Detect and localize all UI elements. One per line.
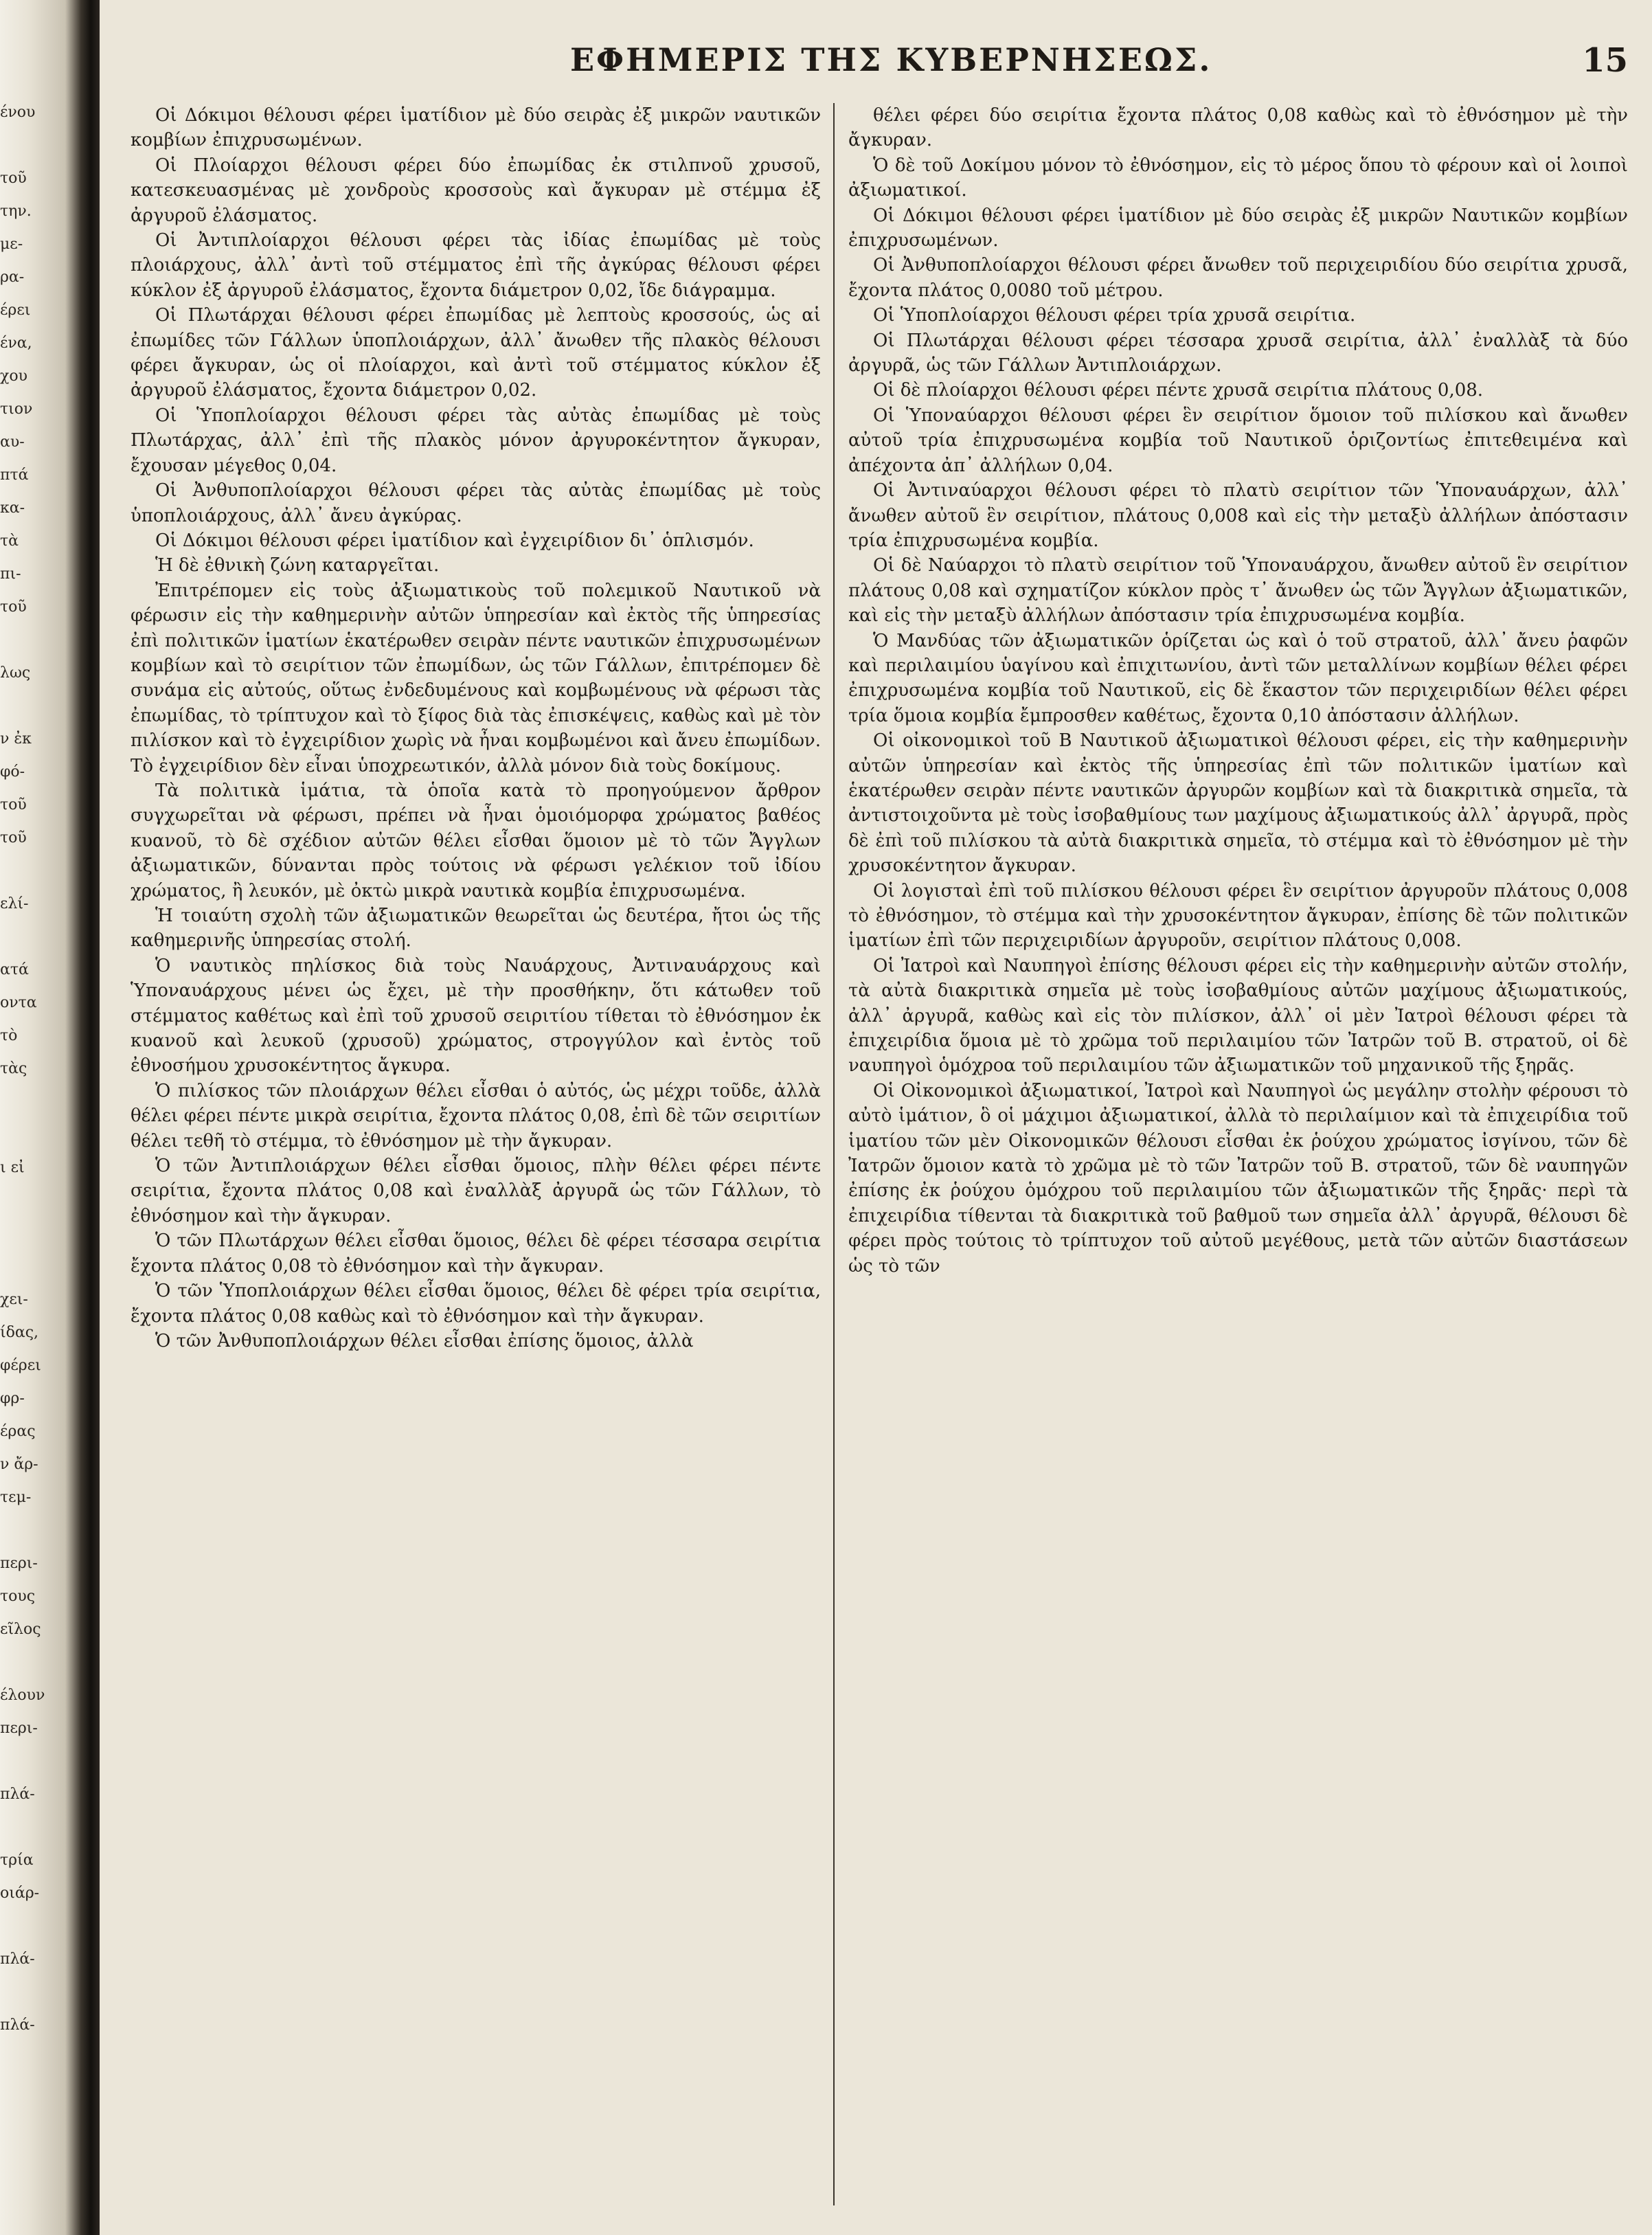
running-title: ΕΦΗΜΕΡΙΣ ΤΗΣ ΚΥΒΕΡΝΗΣΕΩΣ. bbox=[570, 41, 1212, 78]
margin-fragment bbox=[0, 1976, 62, 2009]
margin-fragment: τὸ bbox=[0, 1027, 18, 1044]
margin-fragment: έρει bbox=[0, 302, 31, 319]
margin-fragment bbox=[0, 855, 62, 888]
margin-fragment bbox=[0, 1646, 62, 1679]
paragraph: Οἱ Πλοίαρχοι θέλουσι φέρει δύο ἐπωμίδας ἐκ στιλπνοῦ χρυσοῦ, κατεσκευασμένας μὲ χονδροὺς κροσσοὺς καὶ ἄγκυραν μὲ στέμμα ἐξ ἀργυροῦ ἐλάσματος. bbox=[131, 155, 821, 226]
margin-fragment: τοῦ bbox=[0, 170, 27, 187]
paragraph: Ἐπιτρέπομεν εἰς τοὺς ἀξιωματικοὺς τοῦ πολεμικοῦ Ναυτικοῦ νὰ φέρωσιν εἰς τὴν καθημερινὴν αὐτῶν ὑπηρεσίαν καὶ ἐκτὸς τῆς ὑπηρεσίας ἐπὶ πολιτικῶν ἱματίων ἑκατέρωθεν σειρὰν πέντε ναυτικῶν ἐπιχρυσωμένων κομβίων καὶ τὸ σειρίτιον τῶν ἐπωμίδων, ὡς τῶν Γάλλων, ἐπιτρέπομεν δὲ συνάμα εἰς αὐτούς, οὕτως ἐνδεδυμένους καὶ κομβωμένους νὰ φέρωσι τὰς ἐπωμίδας, τὸ τρίπτυχον καὶ τὸ ξίφος διὰ τὰς ἐπισκέψεις, καθὼς καὶ μὲ τὸν πιλίσκον καὶ τὸ ἐγχειρίδιον χωρὶς νὰ ἦναι κομβωμένοι καὶ ἄνευ ἐπωμίδων. Τὸ ἐγχειρίδιον δὲν εἶναι ὑποχρεωτικόν, ἀλλὰ μόνον διὰ τοὺς δοκίμους. bbox=[131, 580, 821, 776]
margin-fragment: χου bbox=[0, 368, 27, 385]
paragraph: θέλει φέρει δύο σειρίτια ἔχοντα πλάτος 0,08 καθὼς καὶ τὸ ἐθνόσημον μὲ τὴν ἄγκυραν. bbox=[848, 105, 1628, 151]
margin-fragment: έλουν bbox=[0, 1687, 45, 1704]
paragraph: Οἱ Δόκιμοι θέλουσι φέρει ἱματίδιον μὲ δύο σειρὰς ἐξ μικρῶν Ναυτικῶν κομβίων ἐπιχρυσωμένων. bbox=[848, 205, 1628, 251]
margin-fragment: τιον bbox=[0, 401, 33, 418]
margin-fragment: πλά- bbox=[0, 1951, 35, 1968]
paragraph: Οἱ Ἰατροὶ καὶ Ναυπηγοὶ ἐπίσης θέλουσι φέρει εἰς τὴν καθημερινὴν αὐτῶν στολήν, τὰ αὐτὰ διακριτικὰ σημεῖα μὲ τοὺς ἰσοβαθμίους αὐτῶν μαχίμους ἀξιωματικούς, ἀλλ᾽ ἀργυρᾶ, καθὼς καὶ εἰς τὸν πιλίσκον, ἀλλ᾽ οἱ μὲν Ἰατροὶ θέλουσι φέρει τὰ ἐπιχειρίδια ὅμοια μὲ τὸ χρῶμα τοῦ περιλαιμίου τῶν Ἰατρῶν τοῦ Β. στρατοῦ, οἱ δὲ ναυπηγοὶ ὁμόχροα τοῦ περιλαιμίου τῶν ἀξιωματικῶν τοῦ μηχανικοῦ τῆς ξηρᾶς. bbox=[848, 955, 1628, 1077]
paragraph: Οἱ Ἀντιπλοίαρχοι θέλουσι φέρει τὰς ἰδίας ἐπωμίδας μὲ τοὺς πλοιάρχους, ἀλλ᾽ ἀντὶ τοῦ στέμματος ἐπὶ τῆς ἀγκύρας θέλουσι φέρει κύκλον ἐξ ἀργυροῦ ἐλάσματος, ἔχοντα διάμετρον 0,02, ἴδε διάγραμμα. bbox=[131, 230, 821, 301]
margin-fragment: έρας bbox=[0, 1423, 36, 1440]
paragraph: Οἱ Ἀνθυποπλοίαρχοι θέλουσι φέρει τὰς αὐτὰς ἐπωμίδας μὲ τοὺς ὑποπλοιάρχους, ἀλλ᾽ ἄνευ ἀγκύρας. bbox=[131, 480, 821, 526]
margin-fragment: ένα, bbox=[0, 335, 32, 352]
margin-fragment: ι εἰ bbox=[0, 1159, 25, 1176]
margin-fragment: την. bbox=[0, 203, 32, 220]
paragraph: Ὁ τῶν Ἀνθυποπλοιάρχων θέλει εἶσθαι ἐπίσης ὅμοιος, ἀλλὰ bbox=[155, 1330, 694, 1351]
previous-page-margin-text bbox=[0, 96, 62, 2199]
margin-fragment bbox=[0, 129, 62, 162]
margin-fragment: τὰ bbox=[0, 532, 19, 550]
paragraph: Οἱ Οἰκονομικοὶ ἀξιωματικοί, Ἰατροὶ καὶ Ναυπηγοὶ ὡς μεγάλην στολὴν φέρουσι τὸ αὐτὸ ἱμάτιον, ὃ οἱ μάχιμοι ἀξιωματικοί, ἀλλὰ τὸ περιλαίμιον καὶ τὰ ἐπιχειρίδια τοῦ ἱματίου τῶν μὲν Οἰκονομικῶν θέλουσι εἶσθαι ἐκ ῥούχου χρώματος ἰσγίνου, τῶν δὲ Ἰατρῶν ὅμοιον κατὰ τὸ χρῶμα μὲ τὸ τῶν Ἰατρῶν τοῦ Β. στρατοῦ, τῶν δὲ ναυπηγῶν ἐπίσης ἐκ ῥούχου ὁμόχρου τοῦ περιλαιμίου τῶν ἀξιωματικῶν τῆς ξηρᾶς· περὶ τὰ ἐπιχειρίδια τίθενται τὰ διακριτικὰ τοῦ βαθμοῦ των σημεῖα ἀλλ᾽ ἀργυρᾶ, θέλουσι δὲ φέρει πρὸς τούτοις τὸ τρίπτυχον τοῦ αὐτοῦ μεγέθους, μετὰ τῶν αὐτῶν διαστάσεων ὡς τὸ τῶν bbox=[848, 1080, 1628, 1277]
margin-fragment: ένου bbox=[0, 104, 36, 121]
margin-fragment: πι- bbox=[0, 565, 21, 583]
margin-fragment: οντα bbox=[0, 994, 37, 1011]
paragraph: Ὁ τῶν Ἀντιπλοιάρχων θέλει εἶσθαι ὅμοιος, πλὴν θέλει φέρει πέντε σειρίτια, ἔχοντα πλάτος 0,08 καὶ ἐναλλὰξ ἀργυρᾶ ὡς τῶν Γάλλων, τὸ ἐθνόσημον καὶ τὴν ἄγκυραν. bbox=[131, 1156, 821, 1226]
margin-fragment bbox=[0, 1119, 62, 1152]
margin-fragment: πλά- bbox=[0, 1786, 35, 1803]
paragraph: Οἱ οἰκονομικοὶ τοῦ Β Ναυτικοῦ ἀξιωματικοὶ θέλουσι φέρει, εἰς τὴν καθημερινὴν αὐτῶν ὑπηρεσίαν καὶ ἐκτὸς τῆς ὑπηρεσίας ἐπὶ τῶν πολιτικῶν ἱματίων καὶ ἑκατέρωθεν σειρὰν πέντε ναυτικῶν ἀργυρῶν κομβίων καὶ τὰ διακριτικὰ σημεῖα, τὰ ἀντιστοιχοῦντα μὲ τοὺς ἰσοβαθμίους των μαχίμους ἀξιωματικούς ἀλλ᾽ ἀργυρᾶ, πρὸς δὲ ἐπὶ τοῦ πιλίσκου τὰ αὐτὰ διακριτικὰ σημεῖα, τὸ στέμμα καὶ τὸ ἐθνόσημον μὲ τὴν χρυσοκέντητον ἄγκυραν. bbox=[848, 730, 1628, 877]
margin-fragment bbox=[0, 1217, 62, 1250]
column-divider bbox=[833, 103, 835, 2205]
paragraph: Οἱ Πλωτάρχαι θέλουσι φέρει ἐπωμίδας μὲ λεπτοὺς κροσσούς, ὡς αἱ ἐπωμίδες τῶν Γάλλων ὑποπλοιάρχων, ἀλλ᾽ ἄνωθεν τῆς πλακὸς θέλουσι φέρει ἄγκυραν, ὡς οἱ πλοίαρχοι, καὶ ἀντὶ τοῦ στέμματος κύκλον ἐξ ἀργυροῦ ἐλάσματος, ἔχοντα διάμετρον 0,02. bbox=[131, 305, 821, 401]
right-column bbox=[848, 103, 1628, 2205]
margin-fragment: ν ἄρ- bbox=[0, 1456, 38, 1473]
margin-fragment: φό- bbox=[0, 763, 25, 780]
margin-fragment: λως bbox=[0, 664, 31, 682]
paragraph: Ὁ ναυτικὸς πηλίσκος διὰ τοὺς Ναυάρχους, Ἀντιναυάρχους καὶ Ὑποναυάρχους μένει ὡς ἔχει, μὲ τὴν προσθήκην, ὅτι κάτωθεν τοῦ στέμματος καθέτως καὶ ἐπὶ τοῦ χρυσοῦ σειριτίου τίθεται τὸ ἐθνόσημον ἐκ κυανοῦ καὶ λευκοῦ (χρυσοῦ) χρώματος, στρογγύλον καὶ ἐντὸς τοῦ ἐθνοσήμου χρυσοκέντητος ἄγκυρα. bbox=[131, 955, 821, 1077]
margin-fragment bbox=[0, 1086, 62, 1119]
margin-fragment bbox=[0, 1745, 62, 1778]
margin-fragment: τοῦ bbox=[0, 598, 27, 616]
margin-fragment: με- bbox=[0, 236, 23, 253]
left-column bbox=[131, 103, 821, 2205]
margin-fragment: κα- bbox=[0, 499, 25, 517]
paragraph: Οἱ λογισταὶ ἐπὶ τοῦ πιλίσκου θέλουσι φέρει ἓν σειρίτιον ἀργυροῦν πλάτους 0,008 τὸ ἐθνόσημον, τὸ στέμμα καὶ τὴν χρυσοκέντητον ἄγκυραν, ἐπίσης δὲ τῶν πολιτικῶν ἱματίων ἐπὶ τῶν περιχειριδίων ἀργυροῦν, σειρίτιον πλάτους 0,008. bbox=[848, 880, 1628, 952]
margin-fragment: τεμ- bbox=[0, 1489, 32, 1506]
paragraph: Ὁ πιλίσκος τῶν πλοιάρχων θέλει εἶσθαι ὁ αὐτός, ὡς μέχρι τοῦδε, ἀλλὰ θέλει φέρει πέντε μικρὰ σειρίτια, ἔχοντα πλάτος 0,08, ἐπὶ δὲ τῶν σειριτίων θέλει τεθῆ τὸ στέμμα, τὸ ἐθνόσημον μὲ τὴν ἄγκυραν. bbox=[131, 1080, 821, 1152]
margin-fragment bbox=[0, 690, 62, 723]
margin-fragment: ν ἐκ bbox=[0, 730, 32, 748]
paragraph: Οἱ δὲ πλοίαρχοι θέλουσι φέρει πέντε χρυσᾶ σειρίτια πλάτους 0,08. bbox=[873, 380, 1484, 401]
page-header bbox=[103, 41, 1628, 89]
margin-fragment bbox=[0, 1250, 62, 1283]
margin-fragment: χει- bbox=[0, 1291, 28, 1308]
page-number: 15 bbox=[1582, 41, 1628, 80]
paragraph: Οἱ Ἀντιναύαρχοι θέλουσι φέρει τὸ πλατὺ σειρίτιον τῶν Ὑποναυάρχων, ἀλλ᾽ ἄνωθεν αὐτοῦ ἓν σειρίτιον, πλάτους 0,008 καὶ εἰς τὴν μεταξὺ ἀλλήλων ἀπόστασιν τρία ἐπιχρυσωμένα κομβία. bbox=[848, 480, 1628, 551]
paragraph: Οἱ Ἀνθυποπλοίαρχοι θέλουσι φέρει ἄνωθεν τοῦ περιχειριδίου δύο σειρίτια χρυσᾶ, ἔχοντα πλάτος 0,0080 τοῦ μέτρου. bbox=[848, 255, 1628, 301]
paragraph: Ἡ τοιαύτη σχολὴ τῶν ἀξιωματικῶν θεωρεῖται ὡς δευτέρα, ἤτοι ὡς τῆς καθημερινῆς ὑπηρεσίας στολή. bbox=[131, 906, 821, 952]
margin-fragment: τους bbox=[0, 1588, 36, 1605]
margin-fragment: πτά bbox=[0, 467, 29, 484]
paragraph: Οἱ Δόκιμοι θέλουσι φέρει ἱματίδιον μὲ δύο σειρὰς ἐξ μικρῶν ναυτικῶν κομβίων ἐπιχρυσωμένων. bbox=[131, 105, 821, 151]
margin-fragment: τοῦ bbox=[0, 829, 27, 846]
margin-fragment: εῖλος bbox=[0, 1621, 41, 1638]
margin-fragment: φρ- bbox=[0, 1390, 25, 1407]
paragraph: Ὁ Μανδύας τῶν ἀξιωματικῶν ὁρίζεται ὡς καὶ ὁ τοῦ στρατοῦ, ἀλλ᾽ ἄνευ ῥαφῶν καὶ περιλαιμίου ὑαγίνου καὶ ἐπιχιτωνίου, ἀντὶ τῶν μεταλλίνων κομβίων θέλει φέρει ἐπιχρυσωμένα κομβία τοῦ Ναυτικοῦ, εἰς δὲ ἕκαστον τῶν περιχειριδίων θέλει φέρει τρία ὅμοια κομβία ἔμπροσθεν καθέτως, ἔχοντα 0,10 ἀπόστασιν ἀλλήλων. bbox=[848, 630, 1628, 726]
margin-fragment bbox=[0, 921, 62, 954]
margin-fragment bbox=[0, 624, 62, 657]
paragraph: Ὁ τῶν Ὑποπλοιάρχων θέλει εἶσθαι ὅμοιος, θέλει δὲ φέρει τρία σειρίτια, ἔχοντα πλάτος 0,08 καθὼς καὶ τὸ ἐθνόσημον καὶ τὴν ἄγκυραν. bbox=[131, 1281, 821, 1327]
paragraph: Οἱ δὲ Ναύαρχοι τὸ πλατὺ σειρίτιον τοῦ Ὑποναυάρχου, ἄνωθεν αὐτοῦ ἓν σειρίτιον πλάτους 0,08 καὶ σχηματίζον κύκλον πρὸς τ᾽ ἄνωθεν ὡς τῶν Ἄγγλων ἀξιωματικῶν, καὶ εἰς τὴν μεταξὺ ἀλλήλων ἀπόστασιν τρία ἐπιχρυσωμένα κομβία. bbox=[848, 555, 1628, 627]
margin-fragment: περι- bbox=[0, 1555, 38, 1572]
margin-fragment bbox=[0, 1514, 62, 1547]
margin-fragment: ατά bbox=[0, 961, 29, 978]
margin-fragment: τὰς bbox=[0, 1060, 27, 1077]
paragraph: Ἡ δὲ ἐθνικὴ ζώνη καταργεῖται. bbox=[155, 555, 440, 576]
margin-fragment bbox=[0, 1184, 62, 1217]
paragraph: Οἱ Δόκιμοι θέλουσι φέρει ἱματίδιον καὶ ἐγχειρίδιον δι᾽ ὁπλισμόν. bbox=[155, 530, 754, 551]
paragraph: Τὰ πολιτικὰ ἱμάτια, τὰ ὁποῖα κατὰ τὸ προηγούμενον ἄρθρον συγχωρεῖται νὰ φέρωσι, πρέπει νὰ ἦναι ὁμοιόμορφα χρώματος βαθέος κυανοῦ, τὸ δὲ σχέδιον αὐτῶν θέλει εἶσθαι ὅμοιον μὲ τὸ τῶν Ἄγγλων ἀξιωματικῶν, δύνανται πρὸς τούτοις νὰ φέρωσι γελέκιον τοῦ ἰδίου χρώματος, ἢ λευκόν, μὲ ὀκτὼ μικρὰ ναυτικὰ κομβία ἐπιχρυσωμένα. bbox=[131, 780, 821, 901]
margin-fragment: αυ- bbox=[0, 434, 25, 451]
paragraph: Οἱ Ὑποπλοίαρχοι θέλουσι φέρει τὰς αὐτὰς ἐπωμίδας μὲ τοὺς Πλωτάρχας, ἀλλ᾽ ἐπὶ τῆς πλακὸς μόνον ἀργυροκέντητον ἄγκυραν, ἔχουσαν μέγεθος 0,04. bbox=[131, 405, 821, 476]
margin-fragment: φέρει bbox=[0, 1357, 41, 1374]
paragraph: Ὁ τῶν Πλωτάρχων θέλει εἶσθαι ὅμοιος, θέλει δὲ φέρει τέσσαρα σειρίτια ἔχοντα πλάτος 0,08 τὸ ἐθνόσημον καὶ τὴν ἄγκυραν. bbox=[131, 1231, 821, 1277]
margin-fragment: ρα- bbox=[0, 269, 25, 286]
paragraph: Οἱ Ὑποπλοίαρχοι θέλουσι φέρει τρία χρυσᾶ σειρίτια. bbox=[873, 305, 1356, 326]
margin-fragment: ίδας, bbox=[0, 1324, 39, 1341]
margin-fragment: ελί- bbox=[0, 895, 29, 912]
margin-fragment bbox=[0, 1811, 62, 1844]
paragraph: Ὁ δὲ τοῦ Δοκίμου μόνον τὸ ἐθνόσημον, εἰς τὸ μέρος ὅπου τὸ φέρουν καὶ οἱ λοιποὶ ἀξιωματικοί. bbox=[848, 155, 1628, 201]
paragraph: Οἱ Πλωτάρχαι θέλουσι φέρει τέσσαρα χρυσᾶ σειρίτια, ἀλλ᾽ ἐναλλὰξ τὰ δύο ἀργυρᾶ, ὡς τῶν Γάλλων Ἀντιπλοιάρχων. bbox=[848, 330, 1628, 377]
margin-fragment: οιάρ- bbox=[0, 1885, 40, 1902]
margin-fragment: τοῦ bbox=[0, 796, 27, 813]
paragraph: Οἱ Ὑποναύαρχοι θέλουσι φέρει ἓν σειρίτιον ὅμοιον τοῦ πιλίσκου καὶ ἄνωθεν αὐτοῦ τρία ἐπιχρυσωμένα κομβία τοῦ Ναυτικοῦ ὁριζοντίως ἐπιτεθειμένα καὶ ἀπέχοντα ἀπ᾽ ἀλλήλων 0,04. bbox=[848, 405, 1628, 476]
margin-fragment: πλά- bbox=[0, 2017, 35, 2034]
margin-fragment bbox=[0, 1910, 62, 1943]
margin-fragment: τρία bbox=[0, 1852, 34, 1869]
newspaper-page bbox=[103, 0, 1652, 2235]
margin-fragment: περι- bbox=[0, 1720, 38, 1737]
